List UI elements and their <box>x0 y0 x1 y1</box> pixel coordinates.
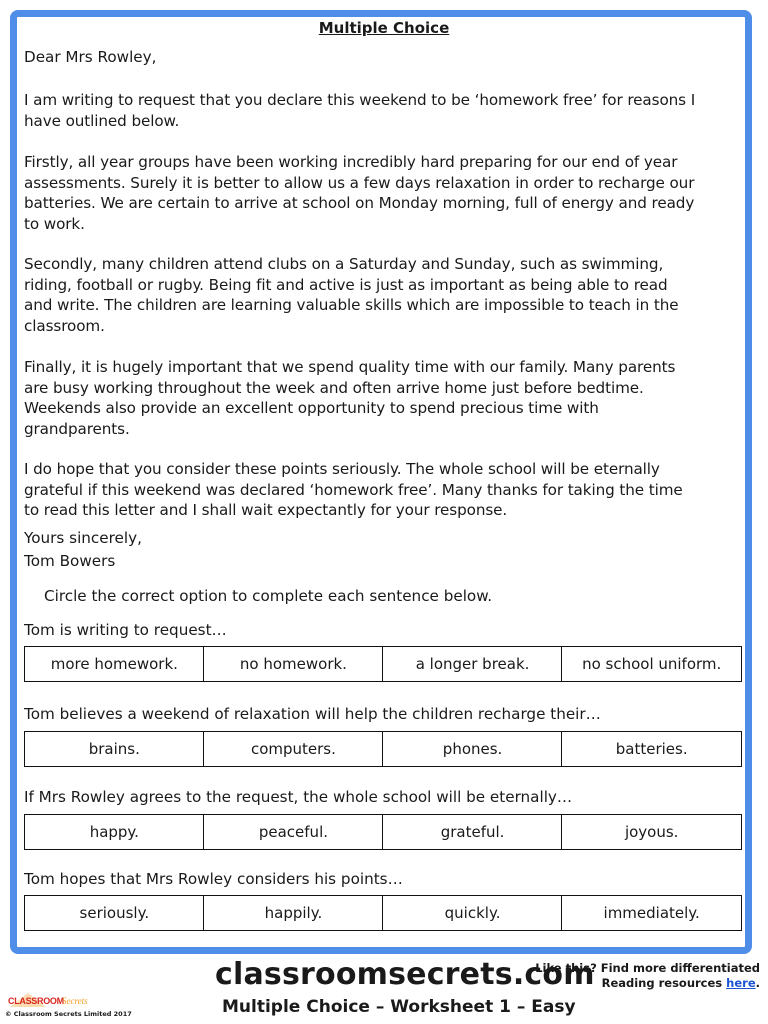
question-3-options <box>24 814 742 850</box>
letter-closing: Yours sincerely, <box>24 529 142 547</box>
question-3-option-2[interactable]: peaceful. <box>203 814 384 850</box>
here-link[interactable]: here <box>726 976 756 990</box>
letter-paragraph-4: Finally, it is hugely important that we spend quality time with our family. Many parents are busy working throughout the week and often arrive home just before bedtime. Weekends also provide an excellent opportunity to spend precious time with grandparents. <box>24 358 676 438</box>
question-4-option-4[interactable]: immediately. <box>561 895 742 931</box>
classroom-secrets-logo <box>6 990 106 1010</box>
instruction-text: Circle the correct option to complete each sentence below. <box>44 587 493 605</box>
worksheet-subtitle: Multiple Choice – Worksheet 1 – Easy <box>222 997 576 1017</box>
question-2-option-4[interactable]: batteries. <box>561 731 742 767</box>
question-1-option-3[interactable]: a longer break. <box>382 646 563 682</box>
letter-salutation: Dear Mrs Rowley, <box>24 48 157 66</box>
question-4-options <box>24 895 742 931</box>
question-1-option-2[interactable]: no homework. <box>203 646 384 682</box>
question-2-option-2[interactable]: computers. <box>203 731 384 767</box>
letter-signature: Tom Bowers <box>24 552 116 570</box>
copyright-text: © Classroom Secrets Limited 2017 <box>5 1010 132 1018</box>
question-4-prompt: Tom hopes that Mrs Rowley considers his points… <box>24 870 403 888</box>
question-1-option-1[interactable]: more homework. <box>24 646 205 682</box>
svg-text:CLASSROOM: CLASSROOM <box>8 996 64 1006</box>
letter-paragraph-5: I do hope that you consider these points seriously. The whole school will be eternally grateful if this weekend was declared ‘homework free’. Many thanks for taking the time to read this letter and I shall wait expectantly for your response. <box>24 460 683 519</box>
question-4-option-3[interactable]: quickly. <box>382 895 563 931</box>
letter-paragraph-3: Secondly, many children attend clubs on a Saturday and Sunday, such as swimming, riding, football or rugby. Being fit and active is just as important as being able to read and write. The children are learning valuable skills which are impossible to teach in the classroom. <box>24 255 679 335</box>
page-title: Multiple Choice <box>318 19 450 37</box>
brand-name: classroomsecrets.com <box>215 957 595 992</box>
question-3-option-3[interactable]: grateful. <box>382 814 563 850</box>
promo-line-2: Reading resources <box>601 976 727 990</box>
promo-line-1: Like this? Find more differentiated <box>535 961 760 975</box>
promo-end: . <box>755 976 760 990</box>
question-2-option-3[interactable]: phones. <box>382 731 563 767</box>
question-3-option-4[interactable]: joyous. <box>561 814 742 850</box>
question-2-options <box>24 731 742 767</box>
question-1-options <box>24 646 742 682</box>
letter-paragraph-2: Firstly, all year groups have been working incredibly hard preparing for our end of year assessments. Surely it is better to allow us a few days relaxation in order to recharge our batteries. We are certain to arrive at school on Monday morning, full of energy and ready to work. <box>24 153 695 233</box>
question-4-option-1[interactable]: seriously. <box>24 895 205 931</box>
svg-text:Secrets: Secrets <box>62 996 88 1006</box>
question-3-prompt: If Mrs Rowley agrees to the request, the whole school will be eternally… <box>24 788 573 806</box>
letter-paragraph-1: I am writing to request that you declare this weekend to be ‘homework free’ for reasons I have outlined below. <box>24 91 696 130</box>
question-1-prompt: Tom is writing to request… <box>24 621 227 639</box>
question-1-option-4[interactable]: no school uniform. <box>561 646 742 682</box>
promo-text <box>535 961 760 991</box>
question-4-option-2[interactable]: happily. <box>203 895 384 931</box>
question-2-prompt: Tom believes a weekend of relaxation will help the children recharge their… <box>24 705 601 723</box>
question-3-option-1[interactable]: happy. <box>24 814 205 850</box>
question-2-option-1[interactable]: brains. <box>24 731 205 767</box>
